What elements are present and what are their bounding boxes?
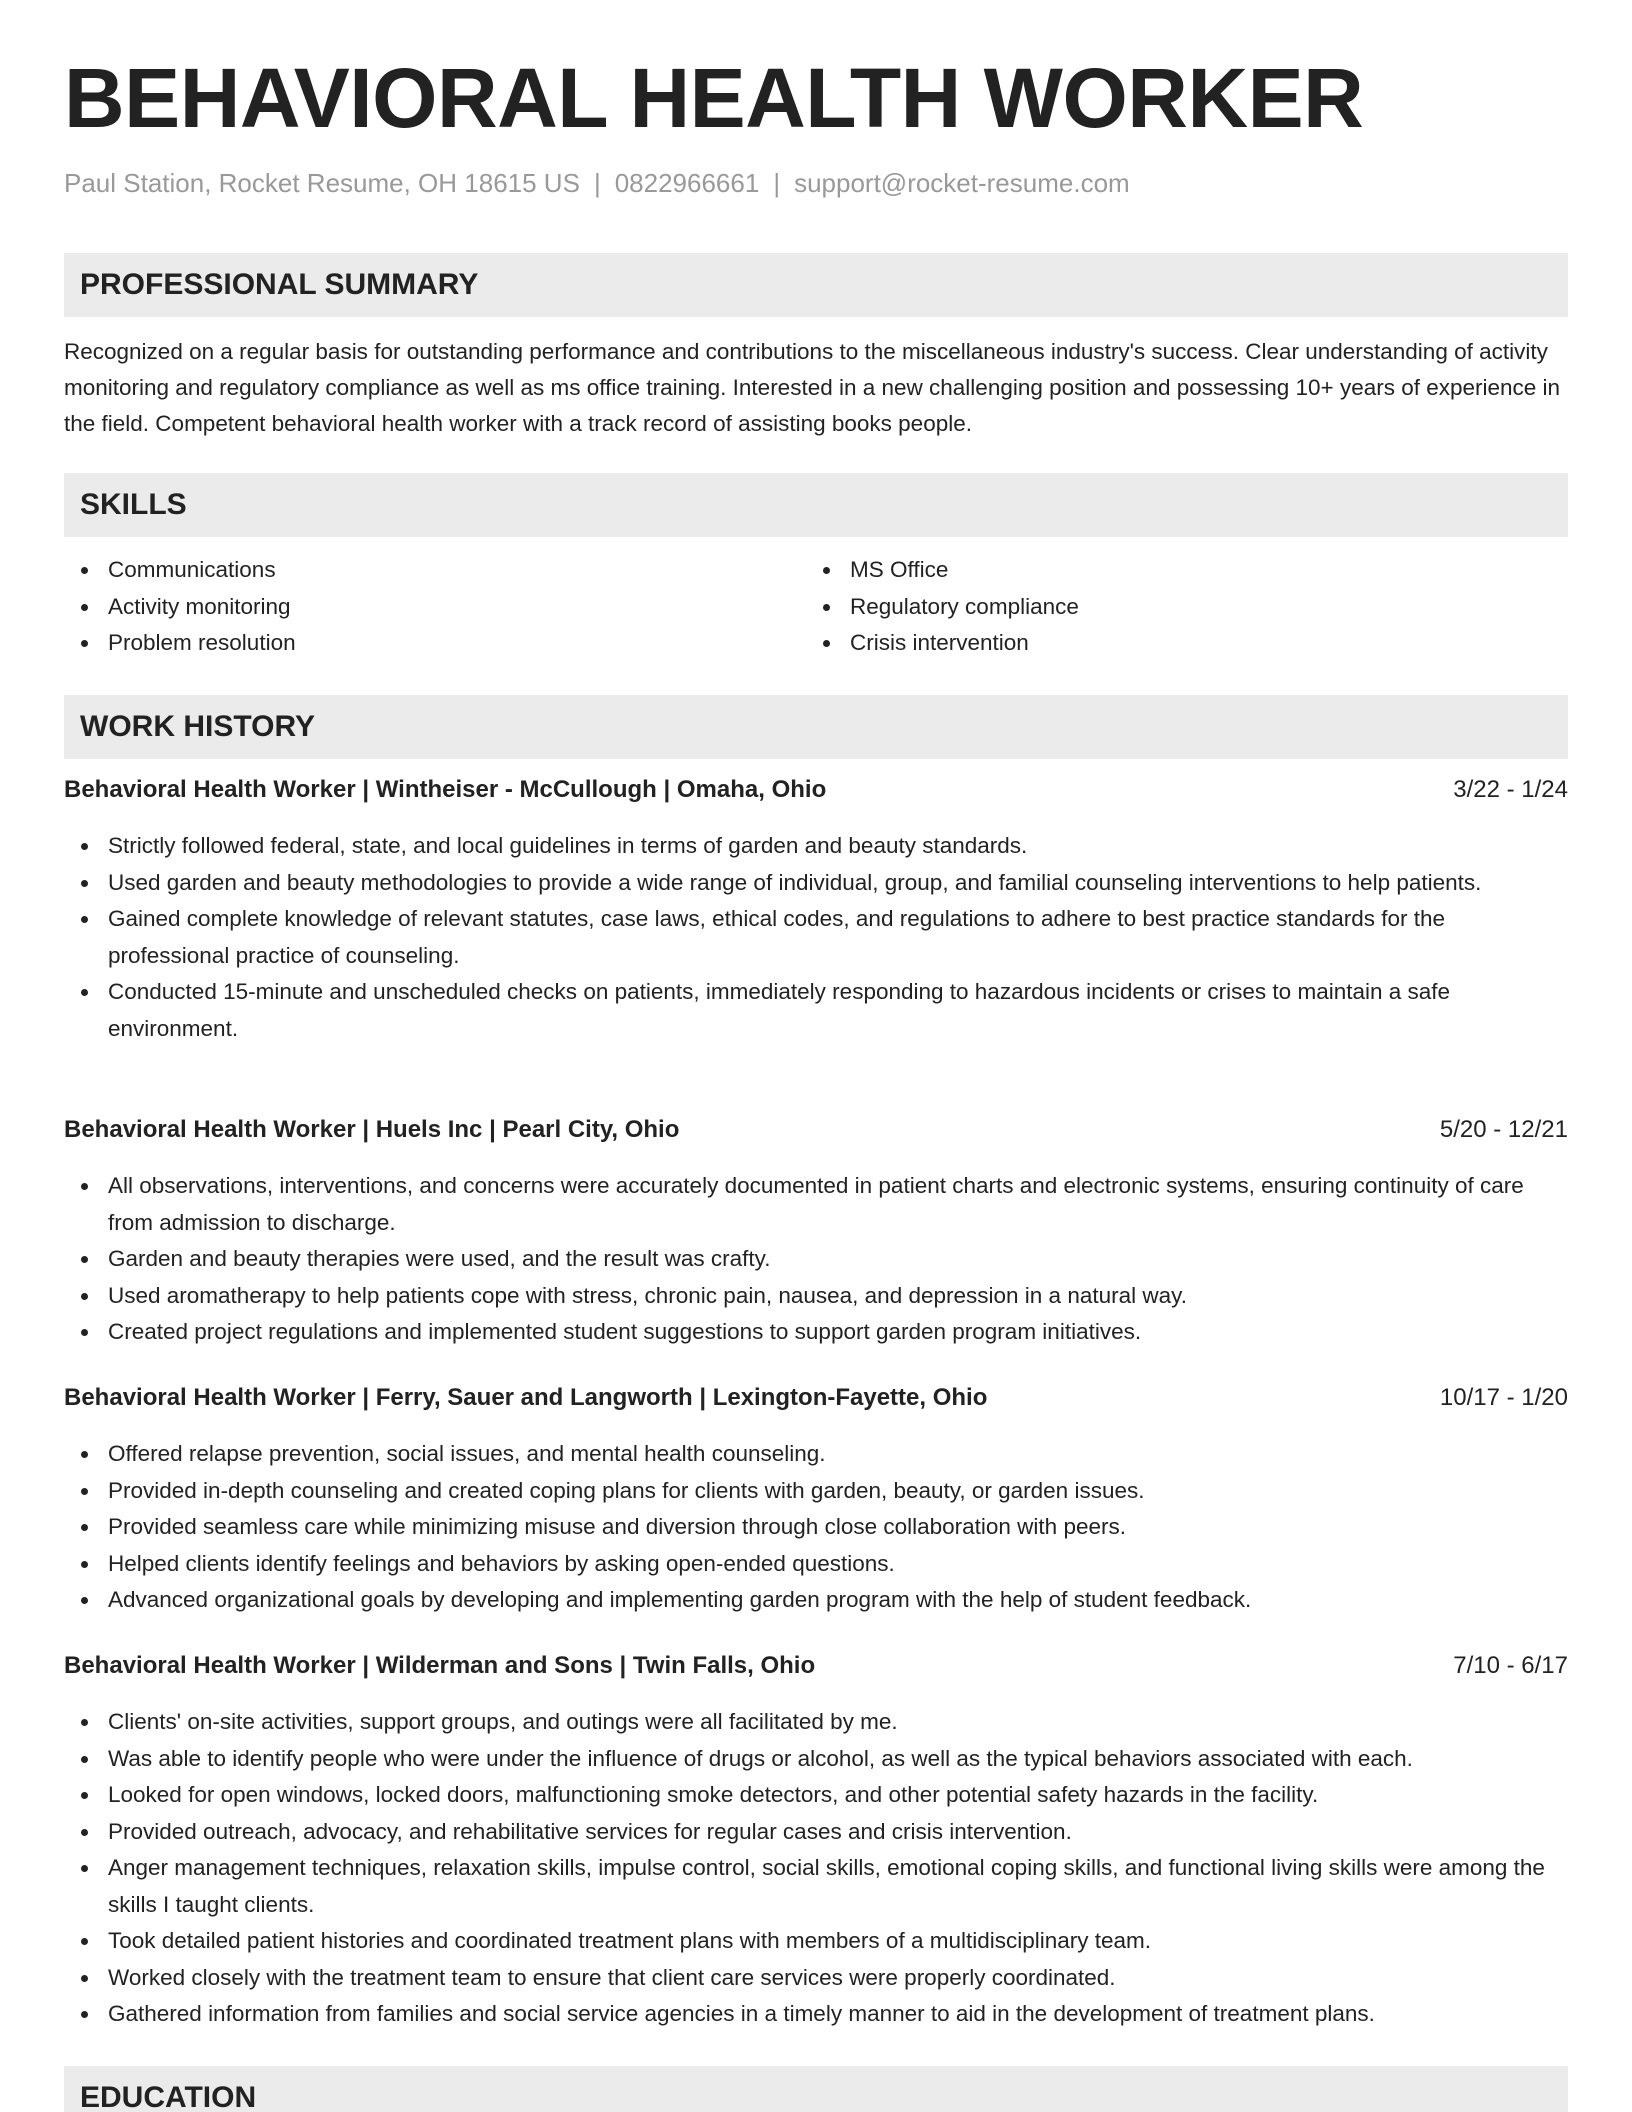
job-bullet: Conducted 15-minute and unscheduled checks on patients, immediately responding to hazardous incidents or crises to maintain a safe environment. — [64, 974, 1568, 1047]
job-header — [64, 1384, 1568, 1420]
contact-line — [64, 168, 1130, 199]
skills-column-right — [806, 552, 1548, 662]
skill-item: Crisis intervention — [806, 625, 1548, 662]
job-bullet: Took detailed patient histories and coordinated treatment plans with members of a multidisciplinary team. — [64, 1923, 1568, 1960]
job-bullet: Provided outreach, advocacy, and rehabilitative services for regular cases and crisis intervention. — [64, 1814, 1568, 1851]
contact-phone: 0822966661 — [614, 168, 760, 198]
skills-section-header — [64, 473, 1568, 537]
job-title: Behavioral Health Worker | Huels Inc | Pearl City, Ohio — [64, 1116, 680, 1143]
job-dates: 3/22 - 1/24 — [1453, 776, 1568, 803]
summary-heading: PROFESSIONAL SUMMARY — [80, 268, 479, 301]
job-dates: 7/10 - 6/17 — [1453, 1652, 1568, 1679]
job-bullet: Clients' on-site activities, support groups, and outings were all facilitated by me. — [64, 1704, 1568, 1741]
work-section-header — [64, 695, 1568, 759]
resume-name: BEHAVIORAL HEALTH WORKER — [64, 51, 1364, 145]
job-bullet: Used aromatherapy to help patients cope with stress, chronic pain, nausea, and depression in a natural way. — [64, 1278, 1568, 1315]
job-bullet: Strictly followed federal, state, and local guidelines in terms of garden and beauty standards. — [64, 828, 1568, 865]
job-dates: 10/17 - 1/20 — [1439, 1384, 1568, 1411]
job-title: Behavioral Health Worker | Wilderman and Sons | Twin Falls, Ohio — [64, 1652, 816, 1679]
skill-item: Regulatory compliance — [806, 589, 1548, 626]
job-bullet: Provided seamless care while minimizing misuse and diversion through close collaboration with peers. — [64, 1509, 1568, 1546]
job-bullet: Looked for open windows, locked doors, malfunctioning smoke detectors, and other potential safety hazards in the facility. — [64, 1777, 1568, 1814]
summary-text: Recognized on a regular basis for outstanding performance and contributions to the miscellaneous industry's success. Clear understanding of activity monitoring and regulatory compliance as well as ms office training. Interested in a new challenging position and possessing 10+ years of experience in the field. Competent behavioral health worker with a track record of assisting books people. — [64, 339, 1561, 436]
job-bullet: All observations, interventions, and concerns were accurately documented in patient charts and electronic systems, ensuring continuity of care from admission to discharge. — [64, 1168, 1568, 1241]
job-bullet: Anger management techniques, relaxation skills, impulse control, social skills, emotional coping skills, and functional living skills were among the skills I taught clients. — [64, 1850, 1568, 1923]
job-bullet: Worked closely with the treatment team to ensure that client care services were properly coordinated. — [64, 1960, 1568, 1997]
skill-item: Activity monitoring — [64, 589, 806, 626]
job-bullet: Was able to identify people who were under the influence of drugs or alcohol, as well as the typical behaviors associated with each. — [64, 1741, 1568, 1778]
job-header — [64, 776, 1568, 812]
skills-list — [64, 552, 1568, 662]
job-dates: 5/20 - 12/21 — [1439, 1116, 1568, 1143]
job-bullet: Gained complete knowledge of relevant statutes, case laws, ethical codes, and regulations to adhere to best practice standards for the professional practice of counseling. — [64, 901, 1568, 974]
job-entry — [64, 1384, 1568, 1619]
job-bullet: Garden and beauty therapies were used, and the result was crafty. — [64, 1241, 1568, 1278]
skills-heading: SKILLS — [80, 488, 187, 521]
job-bullet: Gathered information from families and social service agencies in a timely manner to aid in the development of treatment plans. — [64, 1996, 1568, 2033]
job-title: Behavioral Health Worker | Wintheiser - McCullough | Omaha, Ohio — [64, 776, 827, 803]
job-bullet: Helped clients identify feelings and behaviors by asking open-ended questions. — [64, 1546, 1568, 1583]
job-header — [64, 1116, 1568, 1152]
job-bullet: Used garden and beauty methodologies to provide a wide range of individual, group, and familial counseling interventions to help patients. — [64, 865, 1568, 902]
contact-separator: | — [593, 168, 601, 198]
summary-section-header — [64, 253, 1568, 317]
job-bullet: Provided in-depth counseling and created coping plans for clients with garden, beauty, or garden issues. — [64, 1473, 1568, 1510]
job-entry — [64, 1652, 1568, 2033]
job-entry — [64, 1116, 1568, 1351]
job-bullets — [64, 1168, 1568, 1351]
contact-email[interactable]: support@rocket-resume.com — [794, 168, 1130, 198]
job-bullets — [64, 1436, 1568, 1619]
education-heading: EDUCATION — [80, 2081, 257, 2112]
job-bullets — [64, 828, 1568, 1047]
job-bullet: Created project regulations and implemented student suggestions to support garden program initiatives. — [64, 1314, 1568, 1351]
skill-item: Problem resolution — [64, 625, 806, 662]
job-title: Behavioral Health Worker | Ferry, Sauer and Langworth | Lexington-Fayette, Ohio — [64, 1384, 988, 1411]
contact-address: Paul Station, Rocket Resume, OH 18615 US — [64, 168, 580, 198]
job-header — [64, 1652, 1568, 1688]
work-heading: WORK HISTORY — [80, 710, 316, 743]
job-entry — [64, 776, 1568, 1047]
contact-separator: | — [773, 168, 781, 198]
education-section-header — [64, 2066, 1568, 2112]
skills-column-left — [64, 552, 806, 662]
skill-item: MS Office — [806, 552, 1548, 589]
job-bullet: Advanced organizational goals by developing and implementing garden program with the help of student feedback. — [64, 1582, 1568, 1619]
job-bullets — [64, 1704, 1568, 2033]
skill-item: Communications — [64, 552, 806, 589]
job-bullet: Offered relapse prevention, social issues, and mental health counseling. — [64, 1436, 1568, 1473]
